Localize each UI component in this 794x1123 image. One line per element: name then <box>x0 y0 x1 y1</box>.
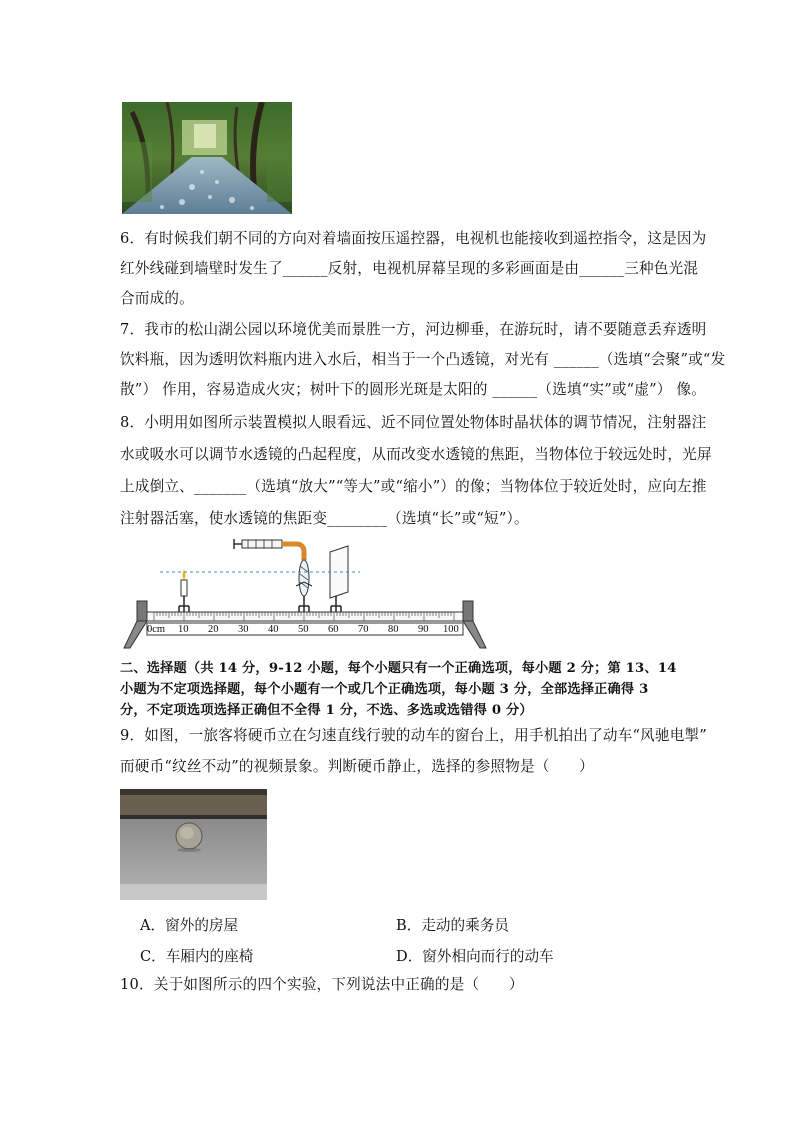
q7-line-2: 饮料瓶，因为透明饮料瓶内进入水后，相当于一个凸透镜，对光有 ______（选填“会聚”或“发 <box>120 351 726 368</box>
q8-line-2: 水或吸水可以调节水透镜的凸起程度，从而改变水透镜的焦距，当物体位于较远处时，光屏 <box>120 446 712 463</box>
water-lens <box>296 560 312 606</box>
q9-option-c[interactable]: C．车厢内的座椅 <box>140 948 254 965</box>
optical-bench-diagram <box>120 534 490 654</box>
forest-path-image <box>122 102 292 214</box>
coin-on-windowsill-photo <box>120 789 267 900</box>
holders <box>179 606 341 612</box>
ruler-tick-80: 80 <box>388 624 399 635</box>
coin-on-windowsill-image <box>120 789 267 900</box>
optical-bench-svg <box>120 534 490 654</box>
bench-right-leg <box>463 621 486 648</box>
bench-left-end <box>137 601 147 621</box>
q9-option-b[interactable]: B．走动的乘务员 <box>396 917 509 934</box>
q8-line-1: 8．小明用如图所示装置模拟人眼看远、近不同位置处物体时晶状体的调节情况，注射器注 <box>120 414 707 431</box>
ruler-tick-40: 40 <box>268 624 279 635</box>
q9-option-d[interactable]: D．窗外相向而行的动车 <box>396 948 554 965</box>
ruler-tick-100: 100 <box>443 624 459 635</box>
q9-option-a[interactable]: A．窗外的房屋 <box>140 917 239 934</box>
q6-line-1: 6．有时候我们朝不同的方向对着墙面按压遥控器，电视机也能接收到遥控指令，这是因为 <box>120 230 707 247</box>
q10-line-1: 10．关于如图所示的四个实验，下列说法中正确的是（ ） <box>120 976 524 993</box>
q9-line-1: 9．如图，一旅客将硬币立在匀速直线行驶的动车的窗台上，用手机拍出了动车“风驰电掣” <box>120 727 707 744</box>
forest-path-photo <box>122 102 292 214</box>
q8-line-3: 上成倒立、_______（选填“放大”“等大”或“缩小”）的像；当物体位于较近处时，应向左推 <box>120 478 707 495</box>
ruler-tick-30: 30 <box>238 624 249 635</box>
q6-line-3: 合而成的。 <box>120 290 194 307</box>
ruler-tick-90: 90 <box>418 624 429 635</box>
ruler-tick-60: 60 <box>328 624 339 635</box>
candle <box>181 569 187 606</box>
section-2-line-1: 二、选择题（共 14 分，9-12 小题，每个小题只有一个正确选项，每小题 2 分；第 13、14 <box>120 661 677 676</box>
q7-line-1: 7．我市的松山湖公园以环境优美而景胜一方，河边柳垂，在游玩时，请不要随意丢弃透明 <box>120 321 707 338</box>
bench-left-leg <box>124 621 147 648</box>
ruler-tick-10: 10 <box>178 624 189 635</box>
ruler-tick-50: 50 <box>298 624 309 635</box>
section-2-line-3: 分，不定项选项选择正确但不全得 1 分，不选、多选或选错得 0 分） <box>120 703 533 718</box>
q9-line-2: 而硬币“纹丝不动”的视频景象。判断硬币静止，选择的参照物是（ ） <box>120 758 594 775</box>
q7-line-3: 散”） 作用，容易造成火灾；树叶下的圆形光斑是太阳的 ______（选填“实”或“虚”） 像。 <box>120 381 706 398</box>
bench-right-end <box>463 601 473 621</box>
bench-rail <box>147 612 463 621</box>
light-screen <box>330 546 348 606</box>
q6-line-2: 红外线碰到墙壁时发生了______反射，电视机屏幕呈现的多彩画面是由______三种色光混 <box>120 260 699 277</box>
q8-line-4: 注射器活塞，使水透镜的焦距变________（选填“长”或“短”）。 <box>120 510 529 527</box>
ruler-tick-20: 20 <box>208 624 219 635</box>
syringe <box>234 539 304 560</box>
ruler-unit-label: 0cm <box>147 624 166 635</box>
section-2-line-2: 小题为不定项选择题，每个小题有一个或几个正确选项，每小题 3 分，全部选择正确得 3 <box>120 682 649 697</box>
ruler-tick-70: 70 <box>358 624 369 635</box>
